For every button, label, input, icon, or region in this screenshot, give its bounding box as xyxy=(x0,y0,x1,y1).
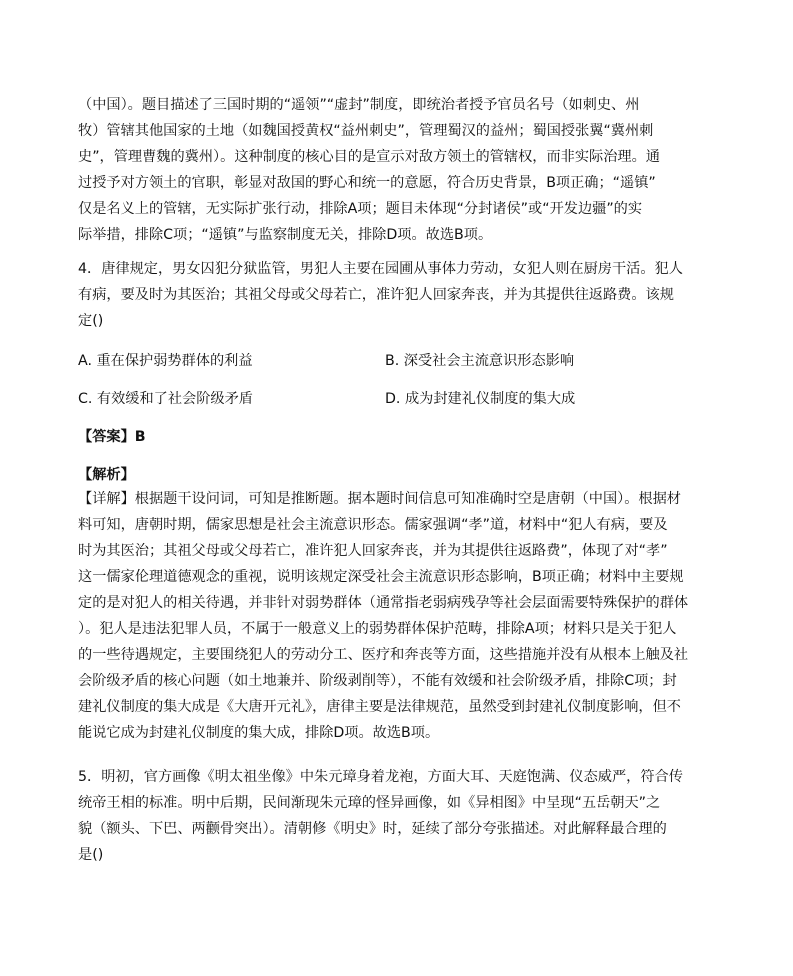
text-line: 的一些待遇规定，主要围绕犯人的劳动分工、医疗和奔丧等方面，这些措施并没有从根本上触及社 xyxy=(78,647,689,663)
text-line: 会阶级矛盾的核心问题（如土地兼并、阶级剥削等），不能有效缓和社会阶级矛盾，排除C项；封 xyxy=(78,673,677,689)
text-line: 仅是名义上的管辖，无实际扩张行动，排除A项；题目未体现“分封诸侯”或“开发边疆”的实 xyxy=(78,201,643,217)
text-line: 这一儒家伦理道德观念的重视，说明该规定深受社会主流意识形态影响，B项正确；材料中主要规 xyxy=(78,569,684,585)
text-line: 能说它成为封建礼仪制度的集大成，排除D项。故选B项。 xyxy=(78,725,440,741)
text-line: 统帝王相的标准。明中后期，民间渐现朱元璋的怪异画像，如《异相图》中呈现“五岳朝天”之 xyxy=(78,795,661,811)
text-line: ）。犯人是违法犯罪人员，不属于一般意义上的弱势群体保护范畴，排除A项；材料只是关于犯人 xyxy=(78,621,677,637)
text-line: 有病，要及时为其医治；其祖父母或父母若亡，准许犯人回家奔丧，并为其提供往返路费。该规 xyxy=(78,287,674,303)
question-4-analysis xyxy=(78,486,688,746)
option-b: B. 深受社会主流意识形态影响 xyxy=(385,353,575,369)
text-line: 是() xyxy=(78,847,104,863)
text-line: 史”，管理曹魏的冀州）。这种制度的核心目的是宣示对敌方领土的管辖权，而非实际治理。通 xyxy=(78,149,660,165)
analysis-q3-continued xyxy=(78,92,688,248)
text-line: 定的是对犯人的相关待遇，并非针对弱势群体（通常指老弱病残孕等社会层面需要特殊保护的群体 xyxy=(78,595,689,611)
question-5-stem xyxy=(78,764,688,868)
text-line: 牧）管辖其他国家的土地（如魏国授黄权“益州刺史”，管理蜀汉的益州；蜀国授张翼“冀州刺 xyxy=(78,123,654,139)
option-d: D. 成为封建礼仪制度的集大成 xyxy=(385,391,576,407)
text-line: 过授予对方领土的官职，彰显对敌国的野心和统一的意愿，符合历史背景，B项正确；“遥镇” xyxy=(78,175,656,191)
analysis-heading: 【解析】 xyxy=(78,467,135,483)
question-4-stem xyxy=(78,256,688,334)
text-line: 建礼仪制度的集大成是《大唐开元礼》，唐律主要是法律规范，虽然受到封建礼仪制度影响，但不 xyxy=(78,699,681,715)
text-line: 【详解】根据题干设问词，可知是推断题。据本题时间信息可知准确时空是唐朝（中国）。根据材 xyxy=(78,491,681,507)
text-line: 5．明初，官方画像《明太祖坐像》中朱元璋身着龙袍，方面大耳、天庭饱满、仪态威严，符合传 xyxy=(78,769,683,785)
text-line: 貌（额头、下巴、两颧骨突出）。清朝修《明史》时，延续了部分夸张描述。对此解释最合理的 xyxy=(78,821,667,837)
answer-label: 【答案】B xyxy=(78,429,146,445)
text-line: 时为其医治；其祖父母或父母若亡，准许犯人回家奔丧，并为其提供往返路费”，体现了对“孝” xyxy=(78,543,668,559)
text-line: 料可知，唐朝时期，儒家思想是社会主流意识形态。儒家强调“孝”道，材料中“犯人有病，要及 xyxy=(78,517,668,533)
option-c: C. 有效缓和了社会阶级矛盾 xyxy=(78,391,253,407)
option-a: A. 重在保护弱势群体的利益 xyxy=(78,353,253,369)
text-line: （中国）。题目描述了三国时期的“遥领”“虚封”制度，即统治者授予官员名号（如刺史、州 xyxy=(78,97,640,113)
text-line: 4．唐律规定，男女囚犯分狱监管，男犯人主要在园圃从事体力劳动，女犯人则在厨房干活。犯人 xyxy=(78,261,683,277)
text-line: 际举措，排除C项；“遥镇”与监察制度无关，排除D项。故选B项。 xyxy=(78,227,493,243)
text-line: 定() xyxy=(78,313,104,329)
